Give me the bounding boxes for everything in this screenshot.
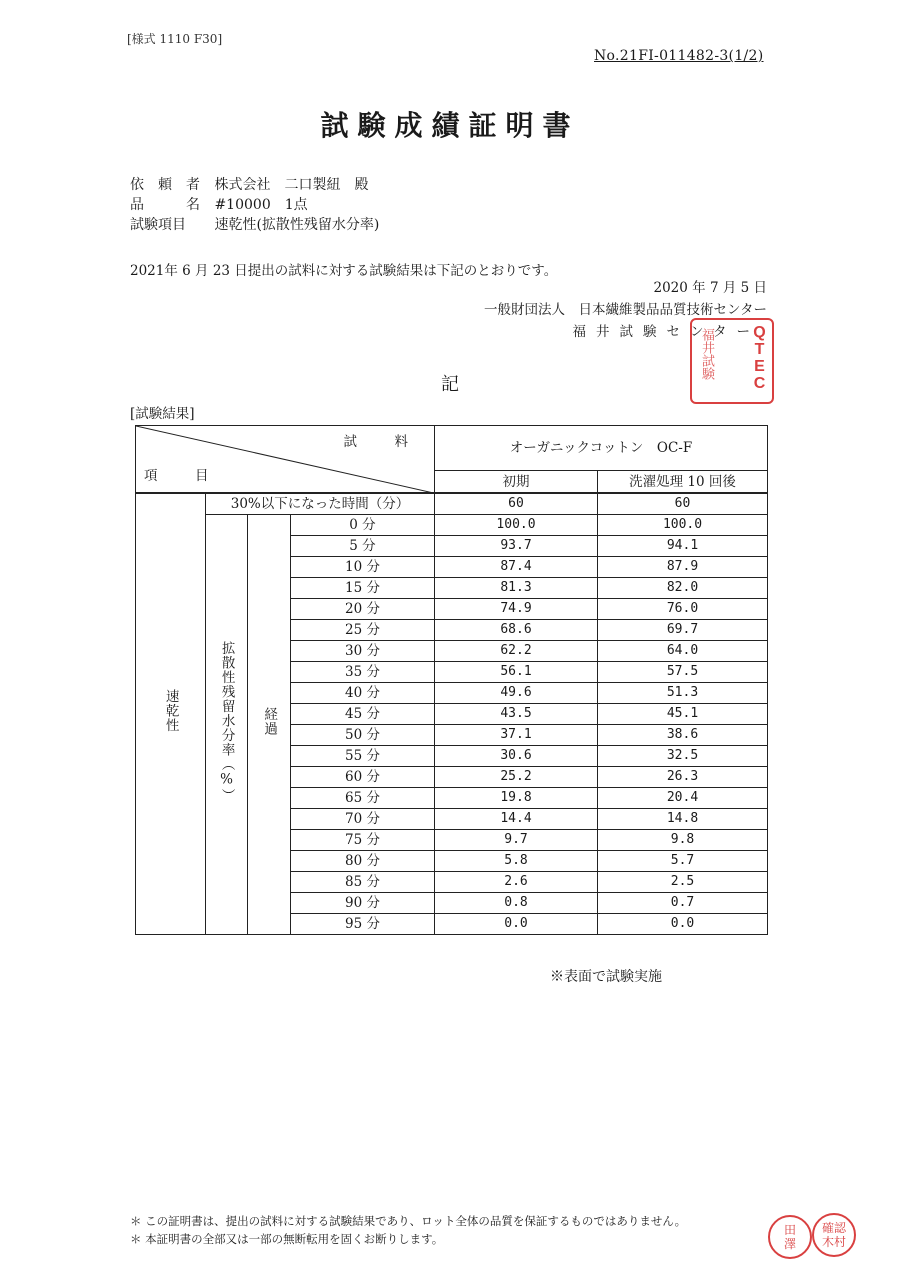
tazawa-seal-line2: 澤 <box>783 1237 796 1251</box>
time30-label: 30%以下になった時間（分） <box>206 493 435 515</box>
document-number: No.21FI-011482-3(1/2) <box>594 48 764 64</box>
row-washed: 26.3 <box>598 767 768 788</box>
row-washed: 64.0 <box>598 641 768 662</box>
issue-date: 2020 年 7 月 5 日 <box>653 280 767 296</box>
row-washed: 100.0 <box>598 515 768 536</box>
organization-name: 一般財団法人 日本繊維製品品質技術センター <box>484 302 767 318</box>
row-time: 60 分 <box>291 767 435 788</box>
row-time: 25 分 <box>291 620 435 641</box>
row-initial: 100.0 <box>435 515 598 536</box>
row-time: 15 分 <box>291 578 435 599</box>
ki-heading: 記 <box>441 374 459 395</box>
row-time: 70 分 <box>291 809 435 830</box>
row-initial: 93.7 <box>435 536 598 557</box>
row-time: 85 分 <box>291 872 435 893</box>
row-initial: 2.6 <box>435 872 598 893</box>
row-washed: 94.1 <box>598 536 768 557</box>
row-time: 65 分 <box>291 788 435 809</box>
header-item-label: 項 目 <box>144 468 221 484</box>
elapsed-label: 経過 <box>261 707 278 736</box>
surface-test-note: ※表面で試験実施 <box>550 969 662 985</box>
row-initial: 43.5 <box>435 704 598 725</box>
row-time: 10 分 <box>291 557 435 578</box>
col-washed-header: 洗濯処理 10 回後 <box>598 471 768 494</box>
row-washed: 45.1 <box>598 704 768 725</box>
row-initial: 9.7 <box>435 830 598 851</box>
footer-note-1: ＊ この証明書は、提出の試料に対する試験結果であり、ロット全体の品質を保証するものではありません。 <box>130 1214 687 1228</box>
row-time: 35 分 <box>291 662 435 683</box>
row-initial: 14.4 <box>435 809 598 830</box>
product-value: #10000 1点 <box>214 197 308 213</box>
row-time: 55 分 <box>291 746 435 767</box>
row-washed: 2.5 <box>598 872 768 893</box>
row-initial: 68.6 <box>435 620 598 641</box>
row-washed: 69.7 <box>598 620 768 641</box>
results-table <box>135 425 768 935</box>
row-washed: 32.5 <box>598 746 768 767</box>
row-washed: 51.3 <box>598 683 768 704</box>
row-time: 40 分 <box>291 683 435 704</box>
row-washed: 87.9 <box>598 557 768 578</box>
row-initial: 62.2 <box>435 641 598 662</box>
product-label: 品 名 <box>130 197 200 213</box>
row-initial: 19.8 <box>435 788 598 809</box>
table-row <box>136 515 768 536</box>
tazawa-seal <box>768 1215 812 1259</box>
subcategory-label: 拡散性残留水分率（%） <box>218 640 235 803</box>
row-time: 75 分 <box>291 830 435 851</box>
row-washed: 82.0 <box>598 578 768 599</box>
sample-name-cell: オーガニックコットン OC-F <box>435 426 768 471</box>
row-washed: 38.6 <box>598 725 768 746</box>
row-time: 30 分 <box>291 641 435 662</box>
table-header-diagonal <box>136 426 435 494</box>
row-initial: 81.3 <box>435 578 598 599</box>
test-item-value: 速乾性(拡散性残留水分率) <box>214 217 380 233</box>
kimura-seal-line1: 確認 <box>821 1221 846 1235</box>
row-initial: 37.1 <box>435 725 598 746</box>
category-cell <box>136 493 206 935</box>
row-washed: 14.8 <box>598 809 768 830</box>
document-title: 試験成績証明書 <box>320 109 580 142</box>
row-initial: 0.0 <box>435 914 598 935</box>
row-washed: 20.4 <box>598 788 768 809</box>
row-initial: 56.1 <box>435 662 598 683</box>
row-time: 95 分 <box>291 914 435 935</box>
elapsed-cell <box>248 515 291 935</box>
row-washed: 0.7 <box>598 893 768 914</box>
client-row <box>130 174 368 194</box>
time30-initial: 60 <box>435 493 598 515</box>
results-label: [試験結果] <box>130 406 195 422</box>
kimura-seal <box>812 1213 856 1257</box>
test-item-label: 試験項目 <box>130 217 186 233</box>
intro-text: 2021年 6 月 23 日提出の試料に対する試験結果は下記のとおりです。 <box>130 263 558 279</box>
row-time: 20 分 <box>291 599 435 620</box>
qtec-seal-subtext: 福井試験 <box>699 328 714 380</box>
row-time: 90 分 <box>291 893 435 914</box>
client-value: 株式会社 二口製紐 殿 <box>214 177 369 193</box>
row-washed: 5.7 <box>598 851 768 872</box>
qtec-seal-text: QTEC <box>751 324 768 392</box>
col-initial-header: 初期 <box>435 471 598 494</box>
row-time: 0 分 <box>291 515 435 536</box>
row-initial: 5.8 <box>435 851 598 872</box>
row-time: 80 分 <box>291 851 435 872</box>
category-label: 速乾性 <box>162 689 179 733</box>
time30-washed: 60 <box>598 493 768 515</box>
form-code: [様式 1110 F30] <box>127 32 223 46</box>
footer-note-2: ＊ 本証明書の全部又は一部の無断転用を固くお断りします。 <box>130 1232 444 1246</box>
tazawa-seal-line1: 田 <box>783 1223 796 1237</box>
row-time: 50 分 <box>291 725 435 746</box>
row-initial: 49.6 <box>435 683 598 704</box>
row-initial: 0.8 <box>435 893 598 914</box>
product-row <box>130 194 308 214</box>
row-initial: 87.4 <box>435 557 598 578</box>
row-initial: 30.6 <box>435 746 598 767</box>
branch-name: 福井試験センター <box>572 324 760 340</box>
row-washed: 9.8 <box>598 830 768 851</box>
row-washed: 57.5 <box>598 662 768 683</box>
row-initial: 25.2 <box>435 767 598 788</box>
row-time: 45 分 <box>291 704 435 725</box>
row-time: 5 分 <box>291 536 435 557</box>
row-initial: 74.9 <box>435 599 598 620</box>
client-label: 依 頼 者 <box>130 177 200 193</box>
test-item-row <box>130 214 379 234</box>
kimura-seal-line2: 木村 <box>821 1235 846 1249</box>
row-washed: 0.0 <box>598 914 768 935</box>
subcategory-cell <box>206 515 248 935</box>
row-washed: 76.0 <box>598 599 768 620</box>
header-sample-label: 試 料 <box>343 434 420 450</box>
